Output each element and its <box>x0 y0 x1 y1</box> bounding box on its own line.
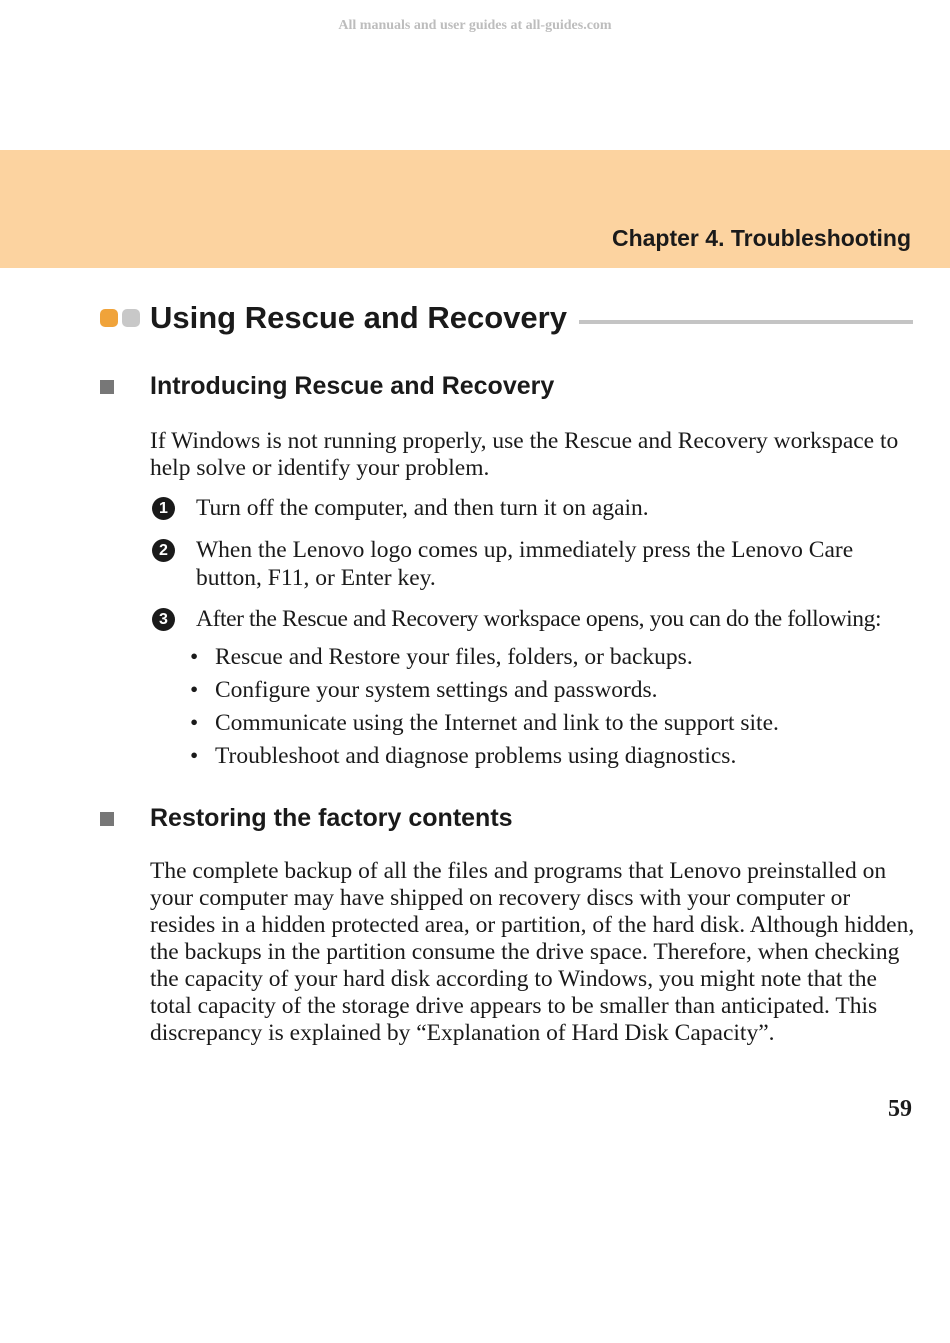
section-heading <box>98 300 913 344</box>
list-item-text: Troubleshoot and diagnose problems using diagnostics. <box>215 743 737 769</box>
bullet-dot: • <box>190 644 199 670</box>
chapter-header-band <box>0 150 950 268</box>
intro-heading-text: Introducing Rescue and Recovery <box>150 372 555 400</box>
step-number-icon: 1 <box>152 497 175 520</box>
watermark: All manuals and user guides at all-guides.com <box>338 18 612 33</box>
restore-heading-text: Restoring the factory contents <box>150 804 513 832</box>
chapter-title: Chapter 4. Troubleshooting <box>611 225 911 251</box>
step-number-icon: 3 <box>152 608 175 631</box>
bullet-dot: • <box>190 710 199 736</box>
step-text: After the Rescue and Recovery workspace opens, you can do the following: <box>196 606 882 632</box>
step-number-icon: 2 <box>152 539 175 562</box>
bullet-dot: • <box>190 743 199 769</box>
grey-square-icon <box>122 309 140 327</box>
step-text: Turn off the computer, and then turn it on again. <box>196 495 649 521</box>
list-item-text: Communicate using the Internet and link to the support site. <box>215 710 779 736</box>
list-item-text: Configure your system settings and passwords. <box>215 677 658 703</box>
bullet-dot: • <box>190 677 199 703</box>
section-title: Using Rescue and Recovery <box>150 300 567 335</box>
step-text: When the Lenovo logo comes up, immediately press the Lenovo Care button, F11, or Enter key. <box>196 537 854 591</box>
page-number: 59 <box>888 1096 912 1122</box>
orange-square-icon <box>100 309 118 327</box>
list-item-text: Rescue and Restore your files, folders, or backups. <box>215 644 693 670</box>
square-bullet-icon <box>100 380 114 394</box>
square-bullet-icon <box>100 812 114 826</box>
heading-rule <box>579 320 913 324</box>
intro-paragraph: If Windows is not running properly, use the Rescue and Recovery workspace to help solve or identify your problem. <box>150 428 899 481</box>
restore-paragraph: The complete backup of all the files and programs that Lenovo preinstalled on your computer may have shipped on recovery discs with your computer or resides in a hidden protected area, or partition, of the hard disk. Although hidden, the backups in the partition consume the drive space. Therefore, when checking the capacity of your hard disk according to Windows, you might note that the total capacity of the storage drive appears to be smaller than anticipated. This discrepancy is explained by “Explanation of Hard Disk Capacity”. <box>150 858 915 1046</box>
